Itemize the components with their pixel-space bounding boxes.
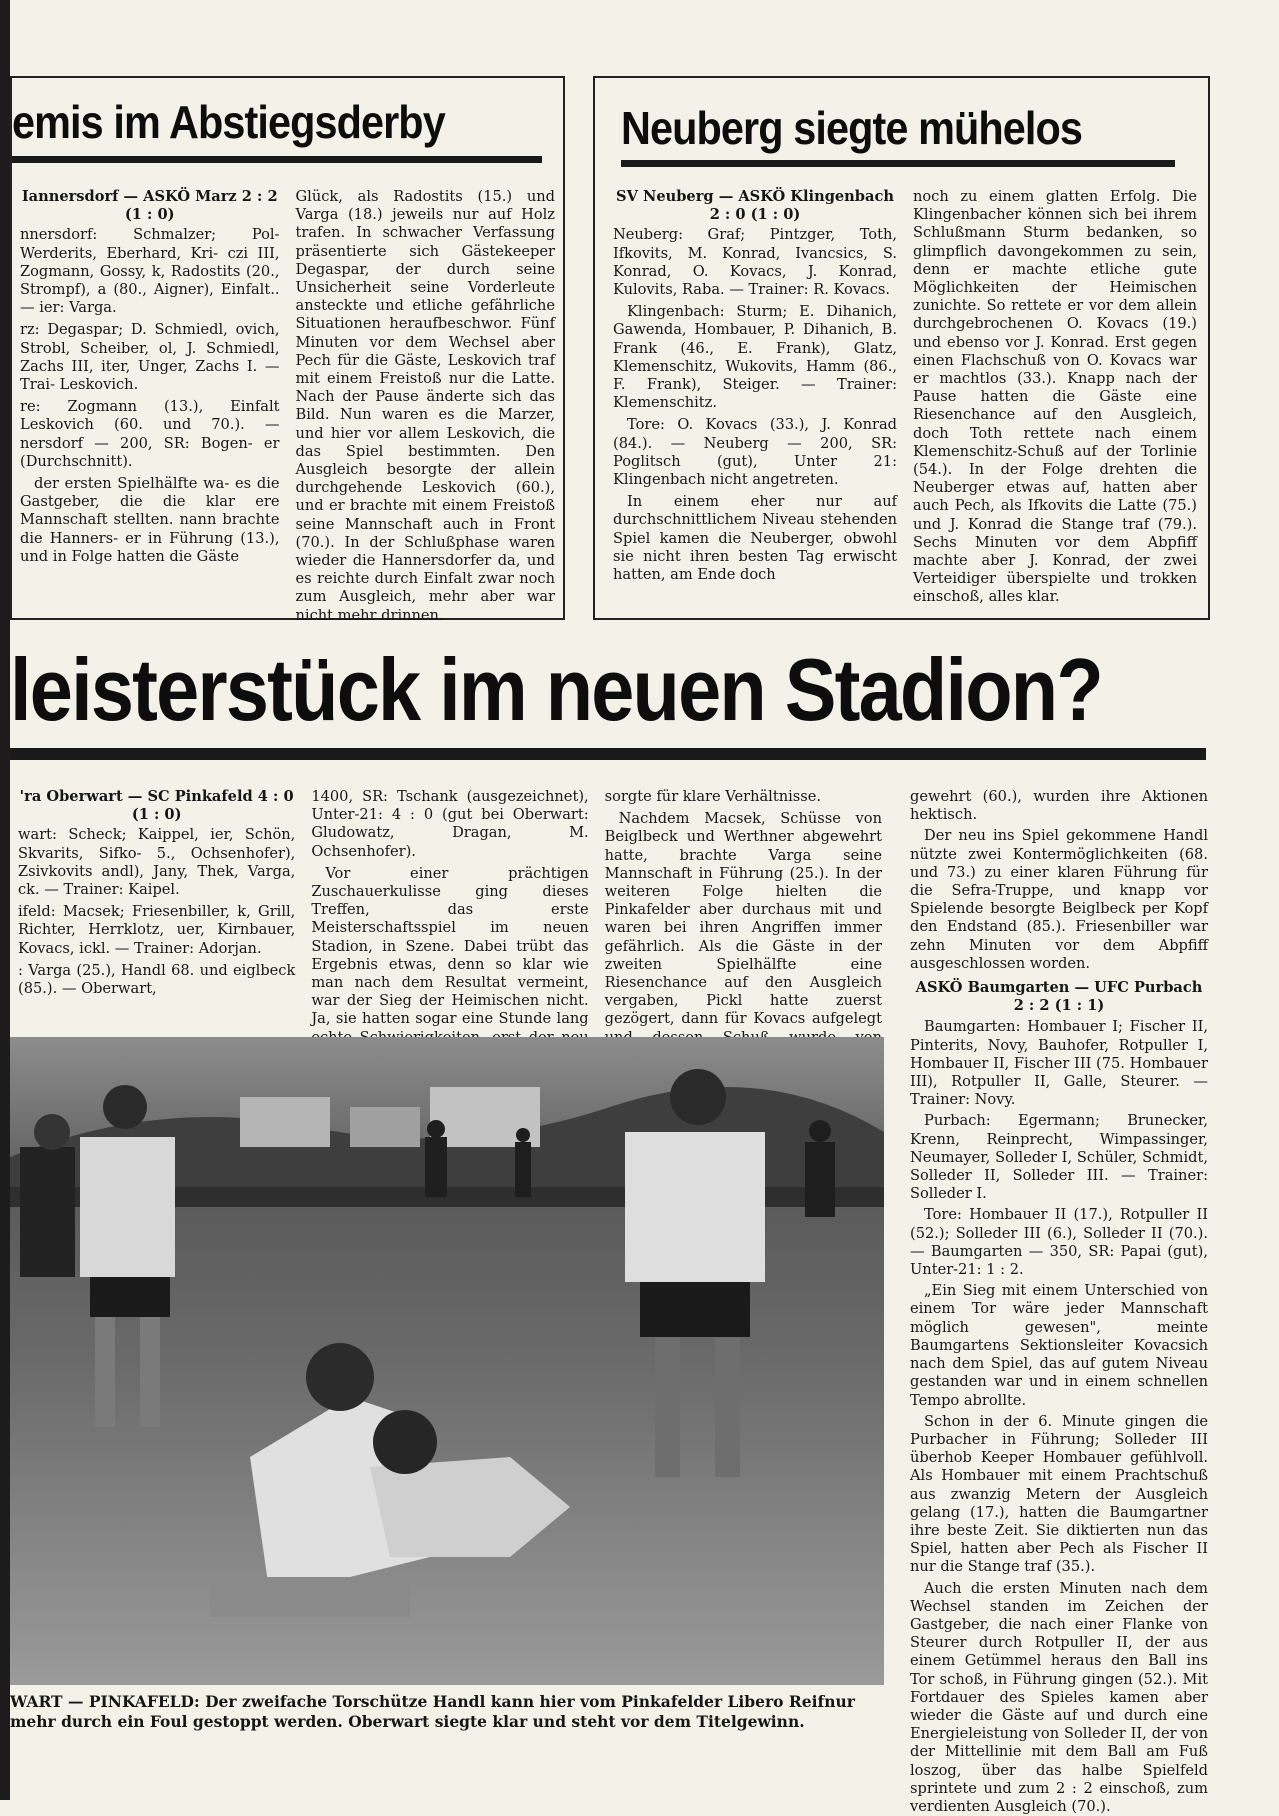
right-article-rule xyxy=(621,160,1175,167)
paragraph: Tore: Hombauer II (17.), Rotpuller II (52.); Solleder III (6.), Solleder II (70.). — Baumgarten — 350, SR: Papai (gut), Unter-21: 1 : 2. xyxy=(910,1206,1208,1279)
match-photo xyxy=(10,1037,884,1685)
paragraph: Baumgarten: Hombauer I; Fischer II, Pinterits, Novy, Bauhofer, Rotpuller I, Hombauer II, Fischer III (75. Hombauer III), Rotpuller II, Galle, Steurer. — Trainer: Novy. xyxy=(910,1018,1208,1109)
paragraph: nnersdorf: Schmalzer; Pol- Werderits, Eberhard, Kri- czi III, Zogmann, Gossy, k, Radostits (20., Strompf), a (80., Aigner), Einfalt.. — ier: Varga. xyxy=(20,226,280,317)
left-article-col-2 xyxy=(288,188,564,624)
paragraph: : Varga (25.), Handl 68. und eiglbeck (85.). — Oberwart, xyxy=(18,961,296,998)
right-article-headline: Neuberg siegte mühelos xyxy=(621,102,1083,154)
paragraph: 'ra Oberwart — SC Pinkafeld 4 : 0 (1 : 0) xyxy=(19,788,294,824)
paragraph: rz: Degaspar; D. Schmiedl, ovich, Strobl, Scheiber, ol, J. Schmiedl, Zachs III, iter, Unger, Zachs I. — Trai- Leskovich. xyxy=(20,321,280,394)
paragraph: sorgte für klare Verhältnisse. xyxy=(604,788,822,805)
main-headline-rule xyxy=(10,748,1206,760)
main-article-col-2 xyxy=(303,788,596,1032)
paragraph: ASKÖ Baumgarten — UFC Purbach 2 : 2 (1 : 1) xyxy=(915,979,1203,1015)
photo-caption: WART — PINKAFELD: Der zweifache Torschütze Handl kann hier vom Pinkafelder Libero Reifnur mehr durch ein Foul gestoppt werden. Oberwart siegte klar und steht vor dem Titelgewinn. xyxy=(10,1692,855,1731)
paragraph: re: Zogmann (13.), Einfalt Leskovich (60. und 70.). — nersdorf — 200, SR: Bogen- er (Durchschnitt). xyxy=(20,398,280,470)
paragraph: SV Neuberg — ASKÖ Klingenbach 2 : 0 (1 : 0) xyxy=(616,188,894,224)
left-article-headline: emis im Abstiegsderby xyxy=(12,96,445,148)
left-article-rule xyxy=(12,156,542,163)
scan-edge xyxy=(0,0,10,1800)
main-headline: leisterstück im neuen Stadion? xyxy=(10,640,1102,739)
main-article-col-4 xyxy=(910,788,1208,1815)
right-article-col-1 xyxy=(605,188,905,618)
main-article-col-3 xyxy=(597,788,890,1032)
paragraph: Vor einer prächtigen Zuschauerkulisse ging dieses Treffen, das erste Meisterschaftsspiel im neuen Stadion, in Szene. Dabei trübt das Ergebnis etwas, denn so klar wie man nach dem Resultat vermeint, war der Sieg der Heimischen nicht. Ja, sie hatten sogar eine Stunde lang xyxy=(311,864,589,1028)
paragraph: Klingenbach: Sturm; E. Dihanich, Gawenda, Hombauer, P. Dihanich, B. Frank (46., E. Frank), Glatz, Klemenschitz, Wukovits, Hamm (86., F. Frank), Steiger. — Trainer: Klemenschitz. xyxy=(613,303,897,412)
paragraph: gewehrt (60.), wurden ihre Aktionen hektisch. xyxy=(910,788,1208,824)
paragraph: In einem eher nur auf durchschnittlichem Niveau stehenden Spiel kamen die Neuberger, obwohl sie nicht ihren besten Tag erwischt hatten, am Ende doch xyxy=(613,493,897,584)
paragraph: noch zu einem glatten Erfolg. Die Klingenbacher können sich bei ihrem Schlußmann Sturm bedanken, so glimpflich davongekommen zu sein, denn er machte etliche gute Möglichkeiten der Heimischen zunichte. So rettete er vor dem allein durchgebrochenen O. Kovacs (19.) und ebenso vor J. Konrad. Erst gegen einen Flachschuß von O. Kovacs war er machtlos (33.). Knapp nach der Pause hatten die Gäste eine Riesenchance auf den Ausgleich, doch Toth rettete nach einem Klemenschitz-Schuß auf der Torlinie (54.). In der Folge drehten die Neuberger etwas auf, hatten aber auch Pech, als Ifkovits die Latte (75.) und J. Konrad die Stange traf (79.). Sechs Minuten vor dem Abpfiff machte aber J. Konrad, der zwei Verteidiger überspielte und trokken einschoß, alles klar. xyxy=(913,188,1197,606)
left-article-box xyxy=(10,76,565,624)
paragraph: „Ein Sieg mit einem Unterschied von einem Tor wäre jeder Mannschaft möglich gewesen", meinte Baumgartens Sektionsleiter Kovacsich nach dem Spiel, das auf gutem Niveau gestanden war und in einem schnellen Tempo abrollte. xyxy=(910,1282,1208,1409)
paragraph: Der neu ins Spiel gekommene Handl nützte zwei Kontermöglichkeiten (68. und 73.) zu einer klaren Führung für die Sefra-Truppe, und knapp vor Spielende besorgte Beiglbeck per Kopf den Endstand (85.). Friesenbiller war zehn Minuten vor dem Abpfiff ausgeschlossen worden. xyxy=(910,827,1208,972)
paragraph: Glück, als Radostits (15.) und Varga (18.) jeweils nur auf Holz trafen. In schwacher Verfassung präsentierte sich Gästekeeper Degaspar, der durch seine Unsicherheit seine Vorderleute ansteckte und etliche gefährliche Situationen heraufbeschwor. Fünf Minuten vor dem Wechsel aber Pech für die Gäste, Leskovich traf mit einem Freistoß nur die Latte. Nach der Pause änderte sich das Bild. Nun waren es die Marzer, und hier vor allem Leskovich, die das Spiel bestimmten. Den Ausgleich besorgte der allein durchgehende Leskovich (60.), und er brachte mit einem Freistoß seine Mannschaft auch in Front (70.). In der Schlußphase waren wieder die Hannersdorfer da, und es reichte durch Einfalt zwar noch zum Ausgleich, mehr aber war nicht mehr drinnen. xyxy=(295,188,555,624)
main-article-col-1 xyxy=(10,788,303,1032)
paragraph: 1400, SR: Tschank (ausgezeichnet), Unter-21: 4 : 0 (gut bei Oberwart: Gludowatz, Dragan, M. Ochsenhofer). xyxy=(311,788,589,860)
left-article-col-1 xyxy=(12,188,288,618)
left-article-body xyxy=(12,188,563,624)
paragraph: Schon in der 6. Minute gingen die Purbacher in Führung; Solleder III überhob Keeper Hombauer gefühlvoll. Als Hombauer mit einem Prachtschuß aus zwanzig Metern der Ausgleich gelang (17.), hatten die Baumgartner ihre beste Zeit. Sie diktierten nun das Spiel, hatten aber Pech als Fischer II nur die Stange traf (35.). xyxy=(910,1412,1208,1576)
right-article-box xyxy=(593,76,1210,620)
paragraph: Tore: O. Kovacs (33.), J. Konrad (84.). — Neuberg — 200, SR: Poglitsch (gut), Unter 21: Klingenbach nicht angetreten. xyxy=(613,416,897,489)
paragraph: wart: Scheck; Kaippel, ier, Schön, Skvarits, Sifko- 5., Ochsenhofer), Zsivkovits andl), Jany, Thek, Varga, ck. — Trainer: Kaipel. xyxy=(18,826,296,899)
right-article-col-2 xyxy=(905,188,1205,618)
paragraph: Purbach: Egermann; Brunecker, Krenn, Reinprecht, Wimpassinger, Neumayer, Solleder I, Schüler, Schmidt, Solleder II, Solleder III. — Trainer: Solleder I. xyxy=(910,1112,1208,1203)
right-article-body xyxy=(605,188,1205,618)
main-article-body xyxy=(10,788,890,1032)
paragraph: Auch die ersten Minuten nach dem Wechsel standen im Zeichen der Gastgeber, die nach einer Flanke von Steurer durch Rotpuller II, der aus einem Getümmel heraus den Ball ins Tor schoß, in Führung gingen (52.). Mit Fortdauer des Spieles kamen aber wieder die Gäste auf und durch eine Energieleistung von Solleder II, der von der Mittellinie mit dem Ball am Fuß loszog, über das halbe Spielfeld sprintete und zum 2 : 2 einschoß, zum verdienten Ausgleich (70.). xyxy=(910,1579,1208,1815)
paragraph: Neuberg: Graf; Pintzger, Toth, Ifkovits, M. Konrad, Ivancsics, S. Konrad, O. Kovacs, J. Konrad, Kulovits, Raba. — Trainer: R. Kovacs. xyxy=(613,226,897,299)
paragraph: ifeld: Macsek; Friesenbiller, k, Grill, Richter, Herrklotz, uer, Kirnbauer, Kovacs, ickl. — Trainer: Adorjan. xyxy=(18,903,296,957)
paragraph: Iannersdorf — ASKÖ Marz 2 : 2 (1 : 0) xyxy=(21,188,278,224)
football-photo-illustration xyxy=(10,1037,884,1685)
paragraph: Nachdem Macsek, Schüsse von Beiglbeck und Werthner abgewehrt hatte, brachte Varga seine Mannschaft in Führung (25.). In der weiteren Folge hielten die Pinkafelder aber durchaus mit und waren bei ihren Angriffen immer gefährlich. Als die Gäste in der zweiten Spielhälfte eine Riesenchance auf den Ausgleich vergaben, Pickl hatte zuerst gezögert, dann für Kovacs aufgelegt xyxy=(604,810,882,1028)
paragraph: der ersten Spielhälfte wa- es die Gastgeber, die die klar ere Mannschaft stellten. nann brachte die Hanners- er in Führung (13.), und in Folge hatten die Gäste xyxy=(20,475,280,565)
